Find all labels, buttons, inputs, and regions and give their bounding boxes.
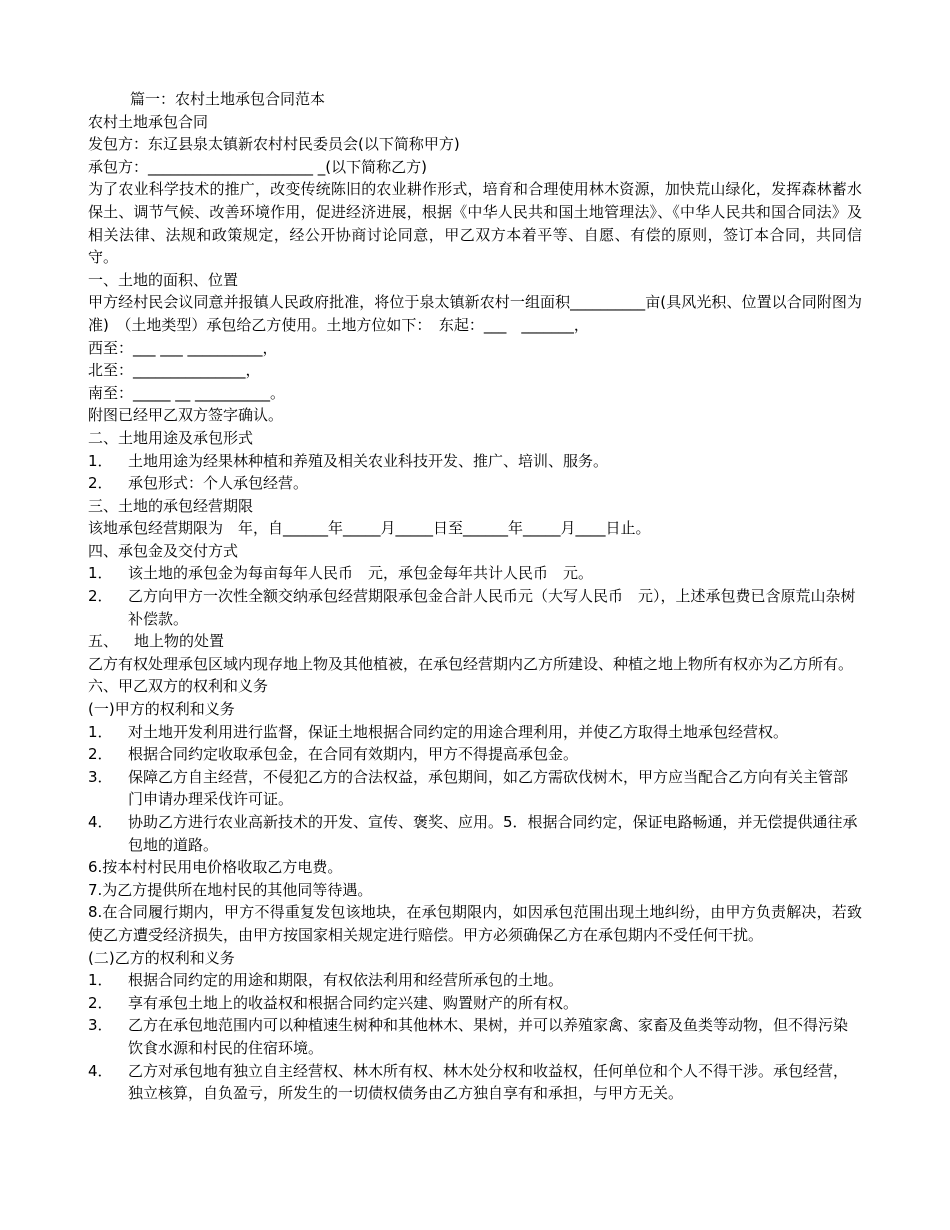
list-item-number: 3．	[88, 767, 113, 786]
list-item-text: 根据合同约定收取承包金，在合同有效期内，甲方不得提高承包金。	[128, 745, 579, 764]
part-title: 篇一：农村土地承包合同范本	[130, 90, 326, 108]
list-item-text: 协助乙方进行农业高新技术的开发、宣传、褒奖、应用。5．根据合同约定，保证电路畅通，并无偿提供通往承包地的道路。	[128, 813, 858, 854]
list-item	[88, 585, 862, 630]
list-item-number: 1．	[88, 564, 113, 583]
list-item-number: 2．	[88, 993, 113, 1012]
contract-title: 农村土地承包合同	[88, 112, 209, 131]
list-item-number: 4．	[88, 813, 113, 831]
list-item	[88, 472, 862, 495]
list-item	[88, 969, 862, 992]
list-item	[88, 992, 862, 1015]
section-5-number: 五、	[88, 632, 119, 651]
list-item-number: 2．	[88, 474, 113, 493]
section-6a-title: (一)甲方的权利和义务	[88, 700, 235, 719]
section-4-title: 四、承包金及交付方式	[88, 541, 239, 560]
list-item-text: 享有承包土地上的收益权和根据合同约定兴建、购置财产的所有权。	[128, 993, 579, 1012]
list-item	[88, 811, 862, 856]
list-item-number: 1．	[88, 971, 113, 990]
list-item-text: 根据合同约定的用途和期限，有权依法利用和经营所承包的土地。	[128, 971, 564, 990]
section-2-title: 二、土地用途及承包形式	[88, 428, 254, 447]
list-item-number: 3．	[88, 1016, 113, 1035]
boundary-north: 北至：_______________，	[88, 361, 261, 380]
section-6a-item-7: 7.为乙方提供所在地村民的其他同等待遇。	[88, 880, 373, 899]
list-item	[88, 743, 862, 766]
list-item-number: 1．	[88, 451, 113, 470]
section-6a-item-8: 8.在合同履行期内，甲方不得重复发包该地块，在承包期限内，如因承包范围出现土地纠纷，由甲方负责解决，若致使乙方遭受经济损失，由甲方按国家相关规定进行赔偿。甲方必须确保乙方在承包期内不受任何干扰。	[88, 903, 862, 944]
list-item-text: 乙方向甲方一次性全额交纳承包经营期限承包金合計人民币元（大写人民币 元），上述承包费已含原荒山杂树补偿款。	[128, 587, 856, 628]
section-6a-item-6: 6.按本村村民用电价格收取乙方电费。	[88, 858, 343, 877]
section-6b-title: (二)乙方的权利和义务	[88, 948, 235, 967]
list-item	[88, 450, 862, 473]
list-item-text: 对土地开发利用进行监督，保证土地根据合同约定的用途合理利用，并使乙方取得土地承包经营权。	[128, 722, 789, 741]
party-a: 发包方：东辽县泉太镇新农村村民委员会(以下简称甲方)	[88, 135, 460, 154]
section-1-paragraph: 甲方经村民会议同意并报镇人民政府批准，将位于泉太镇新农村一组面积__________亩(具风光积、位置以合同附图为准) （土地类型）承包给乙方使用。土地方位如下： 东起：___ _______，	[88, 293, 862, 334]
section-3-paragraph: 该地承包经营期限为 年，自______年_____月_____日至______年_____月____日止。	[88, 519, 651, 538]
section-6-title: 六、甲乙双方的权利和义务	[88, 677, 269, 696]
list-item-number: 2．	[88, 587, 113, 606]
list-item-text: 保障乙方自主经营，不侵犯乙方的合法权益，承包期间，如乙方需砍伐树木，甲方应当配合乙方向有关主管部门申请办理采伐许可证。	[128, 767, 849, 809]
list-item-text: 该土地的承包金为每亩每年人民币 元，承包金每年共计人民币 元。	[128, 564, 594, 583]
list-item-text: 乙方在承包地范围内可以种植速生树种和其他林木、果树，并可以养殖家禽、家畜及鱼类等动物，但不得污染饮食水源和村民的住宿环境。	[128, 1016, 849, 1057]
list-item	[88, 1060, 862, 1105]
list-item-number: 1．	[88, 722, 113, 741]
section-1-note: 附图已经甲乙双方签字确认。	[88, 406, 284, 425]
list-item-text: 乙方对承包地有独立自主经营权、林木所有权、林木处分权和收益权，任何单位和个人不得干涉。承包经营，独立核算，自负盈亏，所发生的一切债权债务由乙方独自享有和承担，与甲方无关。	[128, 1061, 849, 1103]
section-5-title	[88, 630, 862, 653]
list-item-text: 承包形式：个人承包经营。	[128, 474, 309, 493]
section-1-title: 一、土地的面积、位置	[88, 270, 239, 289]
preamble-paragraph: 为了农业科学技术的推广，改变传统陈旧的农业耕作形式，培育和合理使用林木资源，加快荒山绿化，发挥森林蓄水保土、调节气候、改善环境作用，促进经济进展，根据《中华人民共和国土地管理法》、《中华人民共和国合同法》及相关法律、法规和政策规定，经公开协商讨论同意，甲乙双方本着平等、自愿、有偿的原则，签订本合同，共同信守。	[88, 180, 862, 267]
section-3-title: 三、土地的承包经营期限	[88, 496, 254, 515]
list-item-text: 土地用途为经果林种植和养殖及相关农业科技开发、推广、培训、服务。	[128, 451, 609, 470]
party-b: 承包方：______________________ _(以下简称乙方)	[88, 157, 427, 176]
list-item	[88, 562, 862, 585]
boundary-west: 西至：___ ___ __________，	[88, 338, 278, 357]
section-5-paragraph: 乙方有权处理承包区域内现存地上物及其他植被，在承包经营期内乙方所建设、种植之地上物所有权亦为乙方所有。	[88, 654, 854, 673]
list-item	[88, 1014, 862, 1059]
section-5-heading: 地上物的处置	[134, 632, 225, 651]
list-item	[88, 766, 862, 811]
list-item-number: 4．	[88, 1061, 113, 1080]
list-item	[88, 721, 862, 744]
list-item-number: 2．	[88, 745, 113, 764]
boundary-south: 南至：_____ __ __________。	[88, 383, 286, 402]
